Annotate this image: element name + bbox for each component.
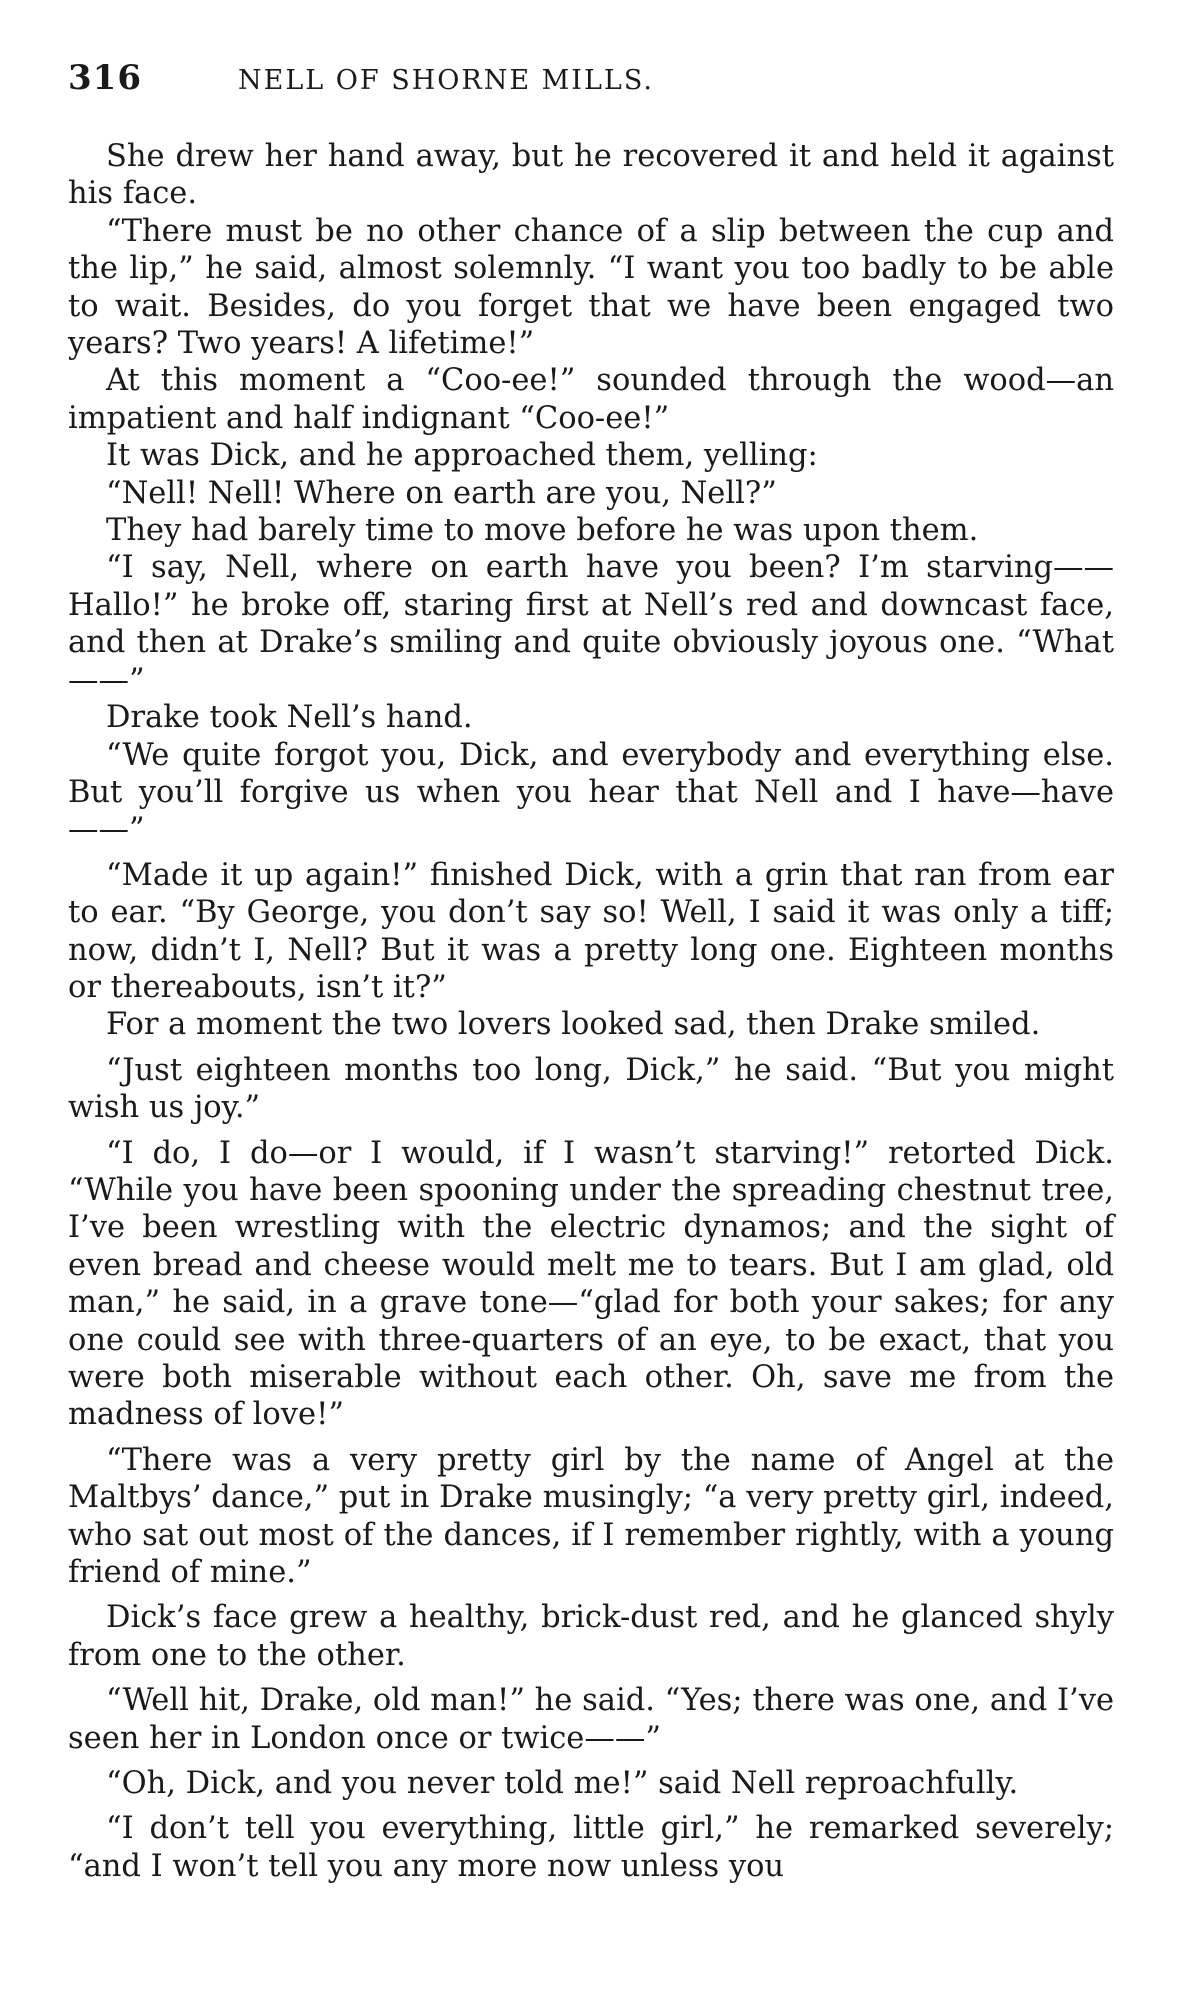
paragraph: She drew her hand away, but he recovered it and held it against his face. bbox=[68, 139, 1114, 212]
paragraph: “There must be no other chance of a slip between the cup and the lip,” he said, almost solemnly. “I want you too badly to be able to wait. Besides, do you forget that we have been engaged two years? Two years! A lifetime!” bbox=[68, 213, 1114, 362]
book-title: NELL OF SHORNE MILLS. bbox=[238, 65, 654, 96]
running-head bbox=[68, 58, 1114, 108]
paragraph: “Just eighteen months too long, Dick,” he said. “But you might wish us joy.” bbox=[68, 1052, 1114, 1126]
paragraph: Drake took Nell’s hand. bbox=[106, 700, 473, 736]
paragraph: “Oh, Dick, and you never told me!” said Nell reproachfully. bbox=[106, 1766, 1019, 1802]
paragraph: “I say, Nell, where on earth have you been? I’m starving—— Hallo!” he broke off, staring first at Nell’s red and downcast face, and then at Drake’s smiling and quite obviously joyous one. “What——” bbox=[68, 550, 1114, 698]
paragraph: “Nell! Nell! Where on earth are you, Nell?” bbox=[106, 475, 777, 511]
paragraph: It was Dick, and he approached them, yelling: bbox=[106, 438, 818, 474]
paragraph: At this moment a “Coo-ee!” sounded through the wood—an impatient and half indignant “Coo-ee!” bbox=[68, 363, 1114, 436]
paragraph: Dick’s face grew a healthy, brick-dust red, and he glanced shyly from one to the other. bbox=[68, 1600, 1114, 1673]
paragraph: “I do, I do—or I would, if I wasn’t starving!” retorted Dick. “While you have been spooning under the spreading chestnut tree, I’ve been wrestling with the electric dynamos; and the sight of even bread and cheese would melt me to tears. But I am glad, old man,” he said, in a grave tone—“glad for both your sakes; for any one could see with three-quarters of an eye, to be exact, that you were both miserable without each other. Oh, save me from the madness of love!” bbox=[68, 1135, 1114, 1433]
paragraph: “We quite forgot you, Dick, and everybody and everything else. But you’ll forgive us when you hear that Nell and I have—have——” bbox=[68, 737, 1114, 848]
paragraph: “I don’t tell you everything, little girl,” he remarked severely; “and I won’t tell you any more now unless you bbox=[68, 1811, 1114, 1884]
page-number: 316 bbox=[68, 58, 142, 98]
body-text bbox=[68, 138, 1114, 1885]
paragraph: “There was a very pretty girl by the name of Angel at the Maltbys’ dance,” put in Drake musingly; “a very pretty girl, indeed, who sat out most of the dances, if I remember rightly, with a young friend of mine.” bbox=[68, 1442, 1114, 1591]
paragraph: “Made it up again!” finished Dick, with a grin that ran from ear to ear. “By George, you don’t say so! Well, I said it was only a tiff; now, didn’t I, Nell? But it was a pretty long one. Eighteen months or thereabouts, isn’t it?” bbox=[68, 857, 1114, 1005]
paragraph: “Well hit, Drake, old man!” he said. “Yes; there was one, and I’ve seen her in London once or twice——” bbox=[68, 1683, 1114, 1756]
paragraph: For a moment the two lovers looked sad, then Drake smiled. bbox=[106, 1007, 1041, 1043]
paragraph: They had barely time to move before he was upon them. bbox=[106, 513, 979, 549]
book-page bbox=[68, 58, 1114, 1885]
